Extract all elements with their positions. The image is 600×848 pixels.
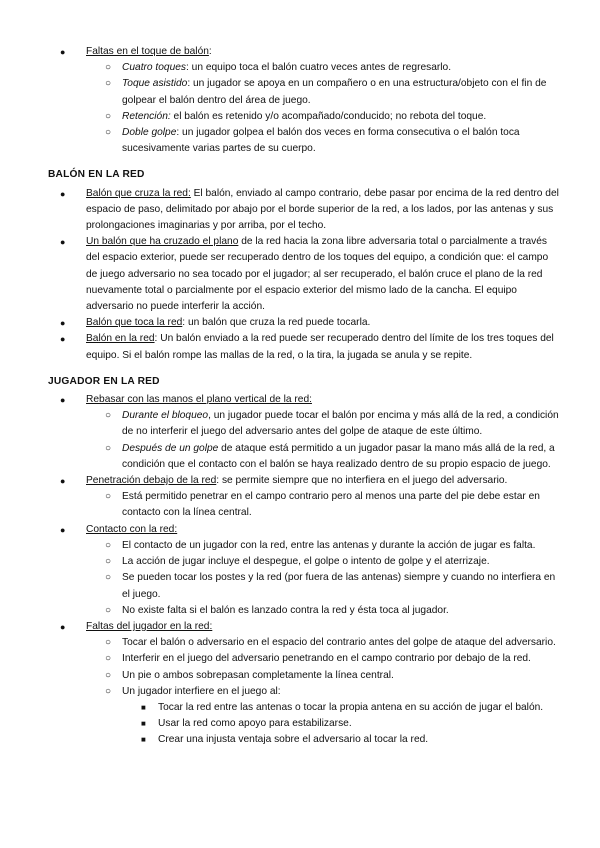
bullet-icon: ■ [141, 702, 146, 712]
list-item: ○ No existe falta si el balón es lanzado contra la red y ésta toca al jugador. [48, 603, 560, 619]
bullet-icon: ● [60, 237, 66, 248]
list-item: ○ La acción de jugar incluye el despegue, el golpe o intento de golpe y el aterrizaje. [48, 554, 560, 570]
bullet-icon: ○ [105, 410, 112, 422]
subsection-title: Rebasar con las manos el plano vertical de la red: [86, 394, 312, 406]
list-item: ○ Cuatro toques: un equipo toca el balón cuatro veces antes de regresarlo. [48, 60, 560, 76]
term: Balón en la red [86, 333, 155, 345]
bullet-icon: ■ [141, 735, 146, 745]
bullet-icon: ○ [105, 556, 112, 568]
bullet-icon: ○ [105, 491, 112, 503]
list-item: ● Balón que toca la red: un balón que cruza la red puede tocarla. [48, 315, 560, 331]
list-item: ○ Interferir en el juego del adversario penetrando en el campo contrario por debajo de la red. [48, 651, 560, 667]
list-item: ○ Un jugador interfiere en el juego al: [48, 684, 560, 700]
list-item: ○ El contacto de un jugador con la red, entre las antenas y durante la acción de jugar es falta. [48, 538, 560, 554]
term: Retención: [122, 110, 171, 122]
list-item: ○ Un pie o ambos sobrepasan completamente la línea central. [48, 668, 560, 684]
term: Toque asistido [122, 78, 188, 90]
term: Un balón que ha cruzado el plano [86, 236, 239, 248]
term: Durante el bloqueo [122, 410, 209, 422]
list-item: ■ Crear una injusta ventaja sobre el adversario al tocar la red. [48, 732, 560, 748]
list-item: ○ Después de un golpe de ataque está permitido a un jugador pasar la mano más allá de la red, a condición que el contacto con el balón se haya realizado dentro de su propio espacio de juego. [105, 442, 555, 470]
term: Doble golpe [122, 127, 177, 139]
bullet-icon: ● [60, 621, 66, 632]
list-item: ● Penetración debajo de la red: se permite siempre que no interfiera en el juego del adversario. [48, 473, 560, 489]
list-item: ● Faltas en el toque de balón: [48, 44, 560, 60]
faltas-toque-list [48, 44, 560, 157]
bullet-icon: ○ [105, 669, 112, 681]
term: Después de un golpe [122, 442, 219, 454]
list-item: ○ Durante el bloqueo, un jugador puede tocar el balón por encima y más allá de la red, a condición de no interferir el juego del adversario antes del golpe de ataque de este último. [105, 410, 559, 438]
bullet-icon: ○ [105, 110, 112, 122]
section-heading: BALÓN EN LA RED [48, 169, 145, 181]
subsection-title: Contacto con la red: [86, 523, 178, 535]
list-item: ● Balón en la red: Un balón enviado a la red puede ser recuperado dentro del límite de los tres toques del equipo. Si el balón rompe las mallas de la red, o la tira, la jugada se anula y se repite. [60, 333, 554, 361]
list-item: ○ Se pueden tocar los postes y la red (por fuera de las antenas) siempre y cuando no interfiera en el juego. [105, 572, 556, 600]
subsection-title: Faltas del jugador en la red: [86, 620, 213, 632]
list-item: ○ Retención: el balón es retenido y/o acompañado/conducido; no rebota del toque. [48, 109, 560, 125]
term: Balón que cruza la red: [86, 187, 191, 199]
bullet-icon: ○ [105, 539, 112, 551]
subsection-title: Penetración debajo de la red [86, 475, 217, 487]
bullet-icon: ● [60, 47, 66, 57]
list-item [48, 619, 560, 635]
list-item: ● Balón que cruza la red: El balón, enviado al campo contrario, debe pasar por encima de la red dentro del espacio de paso, delimitado por abajo por el borde superior de la red, a los lados, por las antenas y sus prolongaciones imaginarias y por arriba, por el techo. [60, 187, 559, 232]
bullet-icon: ○ [105, 604, 112, 616]
bullet-icon: ● [60, 395, 66, 406]
list-item: ● Un balón que ha cruzado el plano de la red hacia la zona libre adversaria total o parcialmente a través del espacio exterior, puede ser recuperado dentro de los toques del equipo, a condición que: el campo de juego adversario no sea tocado por el jugador; al ser recuperado, el balón cruce el plano de la red nuevamente total o parcialmente por el espacio exterior del mismo lado de la cancha. El equipo adversario no puede interferir la acción. [60, 236, 549, 313]
bullet-icon: ● [60, 188, 66, 199]
list-item: ○ Tocar el balón o adversario en el espacio del contrario antes del golpe de ataque del adversario. [48, 635, 560, 651]
bullet-icon: ● [60, 334, 66, 345]
term: Balón que toca la red [86, 317, 183, 329]
list-item [48, 392, 560, 408]
balon-red-list [48, 186, 560, 364]
bullet-icon: ○ [105, 127, 112, 139]
jugador-red-list [48, 392, 560, 748]
bullet-icon: ● [60, 524, 66, 535]
bullet-icon: ● [60, 318, 66, 329]
bullet-icon: ■ [141, 719, 146, 729]
bullet-icon: ○ [105, 62, 112, 74]
section-heading: JUGADOR EN LA RED [48, 375, 160, 387]
list-item: ○ Doble golpe: un jugador golpea el balón dos veces en forma consecutiva o el balón toca sucesivamente varias partes de su cuerpo. [105, 127, 520, 155]
bullet-icon: ○ [105, 572, 112, 584]
list-item: ■ Usar la red como apoyo para estabilizarse. [48, 716, 560, 732]
list-item: ○ Está permitido penetrar en el campo contrario pero al menos una parte del pie debe estar en contacto con la línea central. [105, 491, 540, 519]
list-item: ■ Tocar la red entre las antenas o tocar la propia antena en su acción de jugar el balón. [48, 700, 560, 716]
bullet-icon: ○ [105, 685, 112, 697]
bullet-icon: ○ [105, 78, 112, 90]
bullet-icon: ○ [105, 653, 112, 665]
list-item: ○ Toque asistido: un jugador se apoya en un compañero o en una estructura/objeto con el fin de golpear el balón dentro del área de juego. [105, 78, 547, 106]
bullet-icon: ○ [105, 637, 112, 649]
bullet-icon: ○ [105, 442, 112, 454]
bullet-icon: ● [60, 476, 66, 487]
term: Cuatro toques [122, 62, 186, 74]
list-item [48, 522, 560, 538]
section-title: Faltas en el toque de balón [86, 46, 209, 57]
